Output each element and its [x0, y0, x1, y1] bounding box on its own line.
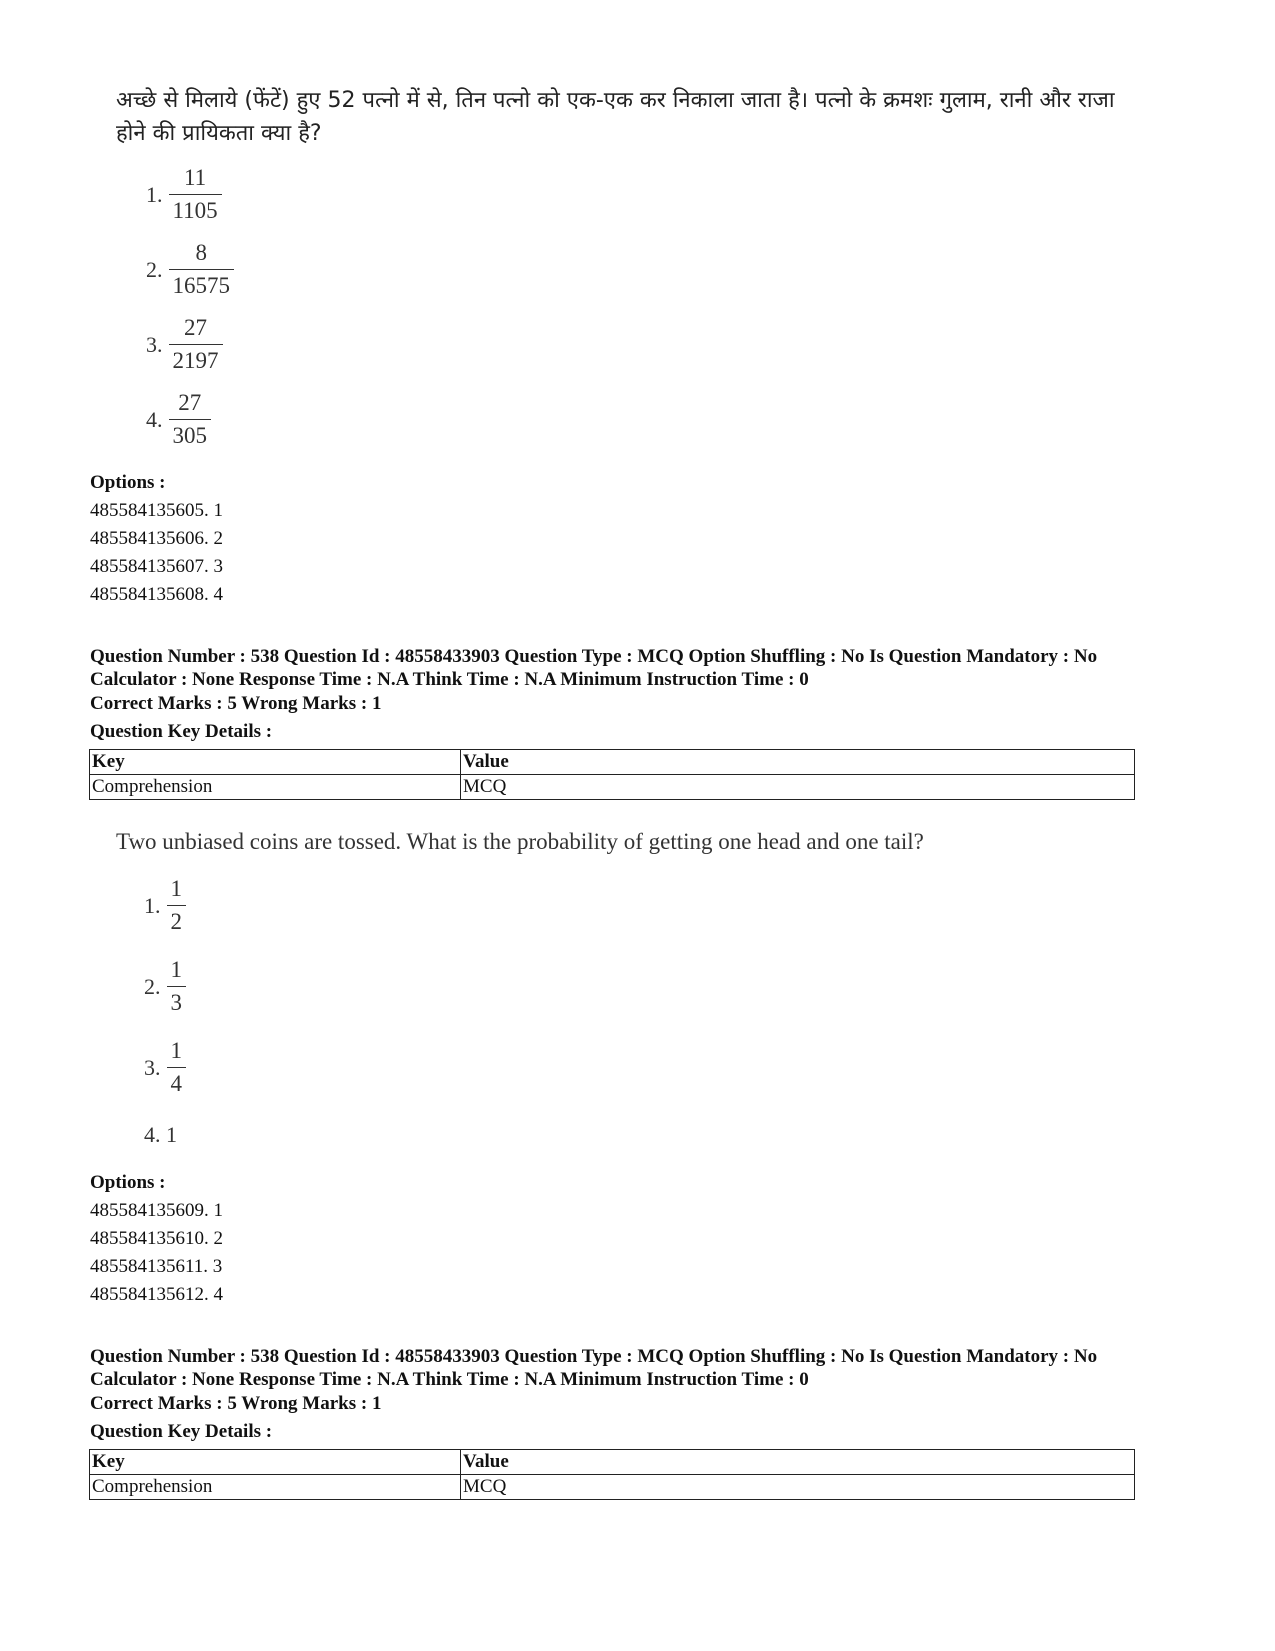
marks-line: Correct Marks : 5 Wrong Marks : 1 — [90, 693, 382, 714]
option-id: 485584135608. 4 — [90, 584, 223, 605]
choice-number: 1. — [144, 892, 161, 918]
table-cell-value: MCQ — [461, 1475, 1135, 1500]
option-id: 485584135609. 1 — [90, 1200, 223, 1221]
key-details-label: Question Key Details : — [90, 721, 273, 742]
table-header-value: Value — [461, 1450, 1135, 1475]
option-id: 485584135610. 2 — [90, 1228, 223, 1249]
choice-number: 3. — [144, 1054, 161, 1080]
denominator: 2197 — [169, 344, 223, 374]
question-2-text: Two unbiased coins are tossed. What is the probability of getting one head and one tail? — [116, 829, 924, 854]
fraction — [169, 390, 212, 449]
table-header-row — [90, 1450, 1135, 1475]
numerator: 1 — [170, 876, 182, 901]
table-header-value: Value — [461, 750, 1135, 775]
numerator: 1 — [170, 957, 182, 982]
table-header-row — [90, 750, 1135, 775]
fraction — [169, 315, 223, 374]
q1-choice-4 — [146, 390, 211, 449]
q2-choice-3 — [144, 1038, 186, 1097]
question-meta: Question Number : 538 Question Id : 48558433903 Question Type : MCQ Option Shuffling : No Is Question Mandatory : No Calculator : None Response Time : N.A Think Time : N.A Minimum Instruction Time : 0 — [90, 1346, 1098, 1390]
fraction — [167, 876, 187, 935]
q1-choice-1 — [146, 165, 222, 224]
choice-number: 2. — [146, 256, 163, 282]
fraction — [167, 957, 187, 1016]
table-header-key: Key — [90, 1450, 461, 1475]
choice-number: 3. — [146, 331, 163, 357]
numerator: 11 — [184, 165, 207, 190]
option-id: 485584135612. 4 — [90, 1284, 223, 1305]
q1-choice-2 — [146, 240, 234, 299]
choice-number: 2. — [144, 973, 161, 999]
denominator: 16575 — [169, 269, 235, 299]
q1-choice-3 — [146, 315, 223, 374]
q2-choice-2 — [144, 957, 186, 1016]
denominator: 2 — [167, 905, 187, 935]
marks-line: Correct Marks : 5 Wrong Marks : 1 — [90, 1393, 382, 1414]
option-id: 485584135611. 3 — [90, 1256, 223, 1277]
option-id: 485584135606. 2 — [90, 528, 223, 549]
denominator: 305 — [169, 419, 212, 449]
options-label: Options : — [90, 1172, 166, 1193]
denominator: 4 — [167, 1067, 187, 1097]
options-list — [90, 1197, 223, 1309]
fraction — [167, 1038, 187, 1097]
choice-number: 4. — [146, 406, 163, 432]
numerator: 1 — [170, 1038, 182, 1063]
key-details-table — [89, 1449, 1135, 1500]
option-id: 485584135607. 3 — [90, 556, 223, 577]
numerator: 8 — [195, 240, 207, 265]
table-cell-value: MCQ — [461, 775, 1135, 800]
denominator: 1105 — [169, 194, 222, 224]
table-header-key: Key — [90, 750, 461, 775]
numerator: 27 — [178, 390, 202, 415]
fraction — [169, 240, 235, 299]
options-list — [90, 497, 223, 609]
key-details-table — [89, 749, 1135, 800]
fraction — [169, 165, 222, 224]
question-meta: Question Number : 538 Question Id : 48558433903 Question Type : MCQ Option Shuffling : No Is Question Mandatory : No Calculator : None Response Time : N.A Think Time : N.A Minimum Instruction Time : 0 — [90, 646, 1098, 690]
question-1-text: अच्छे से मिलाये (फेंटें) हुए 52 पत्नो में से, तिन पत्नो को एक-एक कर निकाला जाता है। पत्नो के क्रमशः गुलाम, रानी और राजा होने की प्रायिकता क्या है? — [116, 88, 1115, 146]
q2-choice-4: 4. 1 — [144, 1122, 177, 1147]
numerator: 27 — [184, 315, 207, 340]
choice-number: 1. — [146, 181, 163, 207]
table-cell-key: Comprehension — [90, 1475, 461, 1500]
q2-choice-1 — [144, 876, 186, 935]
option-id: 485584135605. 1 — [90, 500, 223, 521]
table-cell-key: Comprehension — [90, 775, 461, 800]
table-row — [90, 1475, 1135, 1500]
denominator: 3 — [167, 986, 187, 1016]
options-label: Options : — [90, 472, 166, 493]
table-row — [90, 775, 1135, 800]
key-details-label: Question Key Details : — [90, 1421, 273, 1442]
